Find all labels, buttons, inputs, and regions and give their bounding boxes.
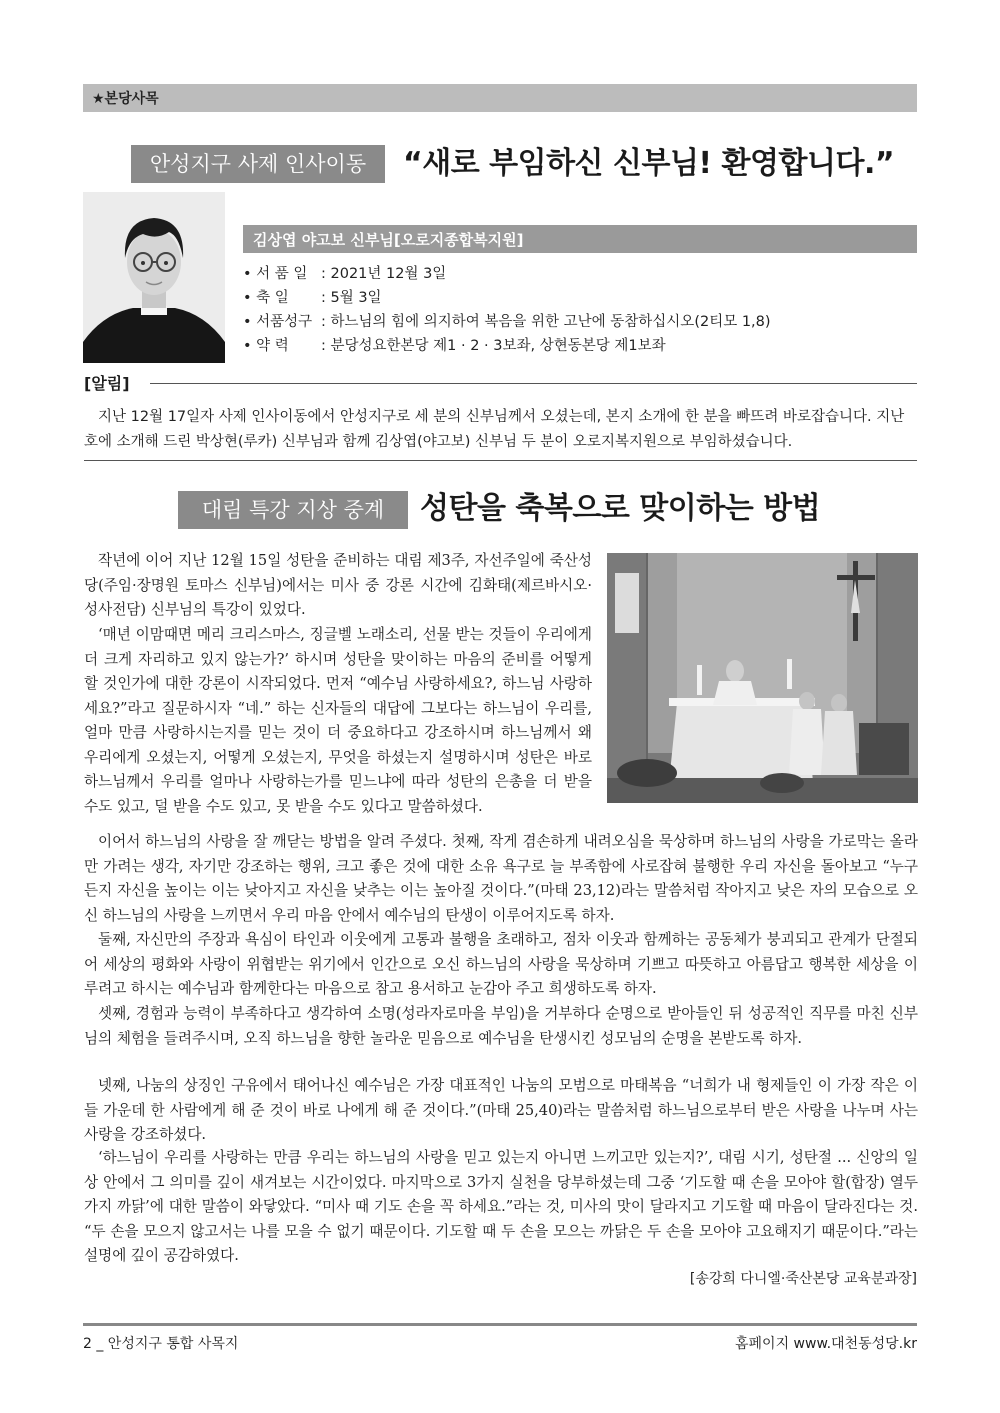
info-value: : 분당성요한본당 제1 · 2 · 3보좌, 상현동본당 제1보좌 [321,338,666,354]
info-row-feast [243,286,923,310]
section-header-bar [83,84,917,112]
notice-title: [알림] [84,374,130,393]
priest-info-list [243,262,923,358]
notice-divider [150,383,917,384]
article-paragraph: ‘매년 이맘때면 메리 크리스마스, 징글벨 노래소리, 선물 받는 것들이 우리에게 더 크게 자리하고 있지 않는가?’ 하시며 성탄을 맞이하는 마음의 준비를 어떻게 할 것인가에 대한 강론이 시작되었다. 먼저 “예수님 사랑하세요?, 하느님 사랑하세요?”라고 질문하시자 “네.” 하는 신자들의 대답에 그보다는 하느님이 우리를, 얼마 만큼 사랑하시는지를 믿는 것이 더 중요하다고 강조하시며 하느님께서 왜 우리에게 오셨는지, 어떻게 오셨는지, 무엇을 하셨는지 설명하시며 성탄은 바로 하느님께서 우리를 얼마나 사랑하는가를 믿느냐에 따라 성탄의 은총을 더 받을 수도 있고, 덜 받을 수도 있고, 못 받을 수도 있다고 말씀하셨다. [84,626,592,815]
footer-divider [83,1323,917,1326]
article-paragraph: 둘째, 자신만의 주장과 욕심이 타인과 이웃에게 고통과 불행을 초래하고, 점차 이웃과 함께하는 공동체가 붕괴되고 관계가 단절되어 세상의 평화와 사랑이 위협받는 위기에서 인간으로 오신 하느님의 사랑을 묵상하며 기쁘고 따뜻하고 아름답고 행복한 세상을 이루려고 하시는 예수님과 함께한다는 마음으로 참고 용서하고 눈감아 주고 희생하도록 하자. [84,931,918,997]
article-paragraph: 이어서 하느님의 사랑을 잘 깨닫는 방법을 알려 주셨다. 첫째, 작게 겸손하게 내려오심을 묵상하며 하느님의 사랑을 가로막는 올라만 가려는 생각, 자기만 강조하는 행위, 크고 좋은 것에 대한 소유 욕구로 늘 부족함에 사로잡혀 불행한 우리 자신을 돌아보고 “누구든지 자신을 높이는 이는 낮아지고 자신을 낮추는 이는 높아질 것이다.”(마태 23,12)라는 말씀처럼 작아지고 낮은 자의 모습으로 오신 하느님의 사랑을 느끼면서 우리 마음 안에서 예수님의 탄생이 이루어지도록 하자. [84,833,918,924]
info-label: • 서품성구 [243,314,313,330]
article-paragraph: 셋째, 경험과 능력이 부족하다고 생각하여 소명(성라자로마을 부임)을 거부하다 순명으로 받아들인 뒤 성공적인 직무를 마친 신부님의 체험을 들려주시며, 오직 하느님을 향한 놀라운 믿음으로 예수님을 탄생시킨 성모님의 순명을 본받도록 하자. [84,1005,918,1047]
notice-bottom-divider [84,460,917,461]
footer-page-label: 2 _ 안성지구 통합 사목지 [83,1336,239,1352]
info-label: • 축 일 [243,290,289,306]
article-paragraph: ‘하느님이 우리를 사랑하는 만큼 우리는 하느님의 사랑을 믿고 있는지 아니면 느끼고만 있는지?’, 대림 시기, 성탄절 ... 신앙의 일상 안에서 그 의미를 깊이 새겨보는 시간이었다. 마지막으로 3가지 실천을 당부하셨는데 그중 ‘기도할 때 손을 모아야 할(합장) 열두 가지 까닭’에 대한 말씀이 와닿았다. “미사 때 기도 손을 꼭 하세요.”라는 것, 미사의 맛이 달라지고 기도할 때 마음이 달라진다는 것. “두 손을 모으지 않고서는 나를 모을 수 없기 때문이다. 기도할 때 두 손을 모으는 까닭은 두 손을 모아야 고요해지기 때문이다.”라는 설명에 깊이 공감하였다. [84,1149,918,1264]
info-label: • 약 력 [243,338,289,354]
info-label: • 서 품 일 [243,266,308,282]
info-row-motto [243,310,923,334]
priest-name-bar [243,225,917,253]
info-value: : 2021년 12월 3일 [321,266,447,282]
priest-name: 김상엽 야고보 신부님[오로지종합복지원] [253,231,524,249]
mass-photo [607,553,918,803]
notice-body: 지난 12월 17일자 사제 인사이동에서 안성지구로 세 분의 신부님께서 오셨는데, 본지 소개에 한 분을 빠뜨려 바로잡습니다. 지난 호에 소개해 드린 박상현(루카) 신부님과 함께 김상엽(야고보) 신부님 두 분이 오로지복지원으로 부임하셨습니다. [84,409,905,450]
section-label: ★본당사목 [92,91,159,107]
info-value: : 5월 3일 [321,290,382,306]
info-value: : 하느님의 힘에 의지하여 복음을 위한 고난에 동참하십시오(2티모 1,8) [321,314,771,330]
article-paragraph: 넷째, 나눔의 상징인 구유에서 태어나신 예수님은 가장 대표적인 나눔의 모범으로 마태복음 “너희가 내 형제들인 이 가장 작은 이들 가운데 한 사람에게 해 준 것이 바로 나에게 해 준 것이다.”(마태 25,40)라는 말씀처럼 하느님으로부터 받은 사랑을 나누며 사는 사랑을 강조하셨다. [84,1077,918,1143]
article-paragraph: 작년에 이어 지난 12월 15일 성탄을 준비하는 대림 제3주, 자선주일에 죽산성당(주임·장명원 토마스 신부님)에서는 미사 중 강론 시간에 김화태(제르바시오·성사전담) 신부님의 특강이 있었다. [84,552,592,618]
article-byline: [송강희 다니엘·죽산본당 교육분과장] [689,1271,917,1287]
info-row-ordination [243,262,923,286]
article2-headline: 성탄을 축복으로 맞이하는 방법 [420,491,821,526]
priest-portrait [83,192,225,363]
article1-headline: “새로 부임하신 신부님! 환영합니다.” [403,146,895,181]
article2-tag: 대림 특강 지상 중계 [178,491,408,529]
footer-homepage: 홈페이지 www.대천동성당.kr [735,1336,917,1352]
article1-tag: 안성지구 사제 인사이동 [131,145,385,183]
info-row-career [243,334,923,358]
